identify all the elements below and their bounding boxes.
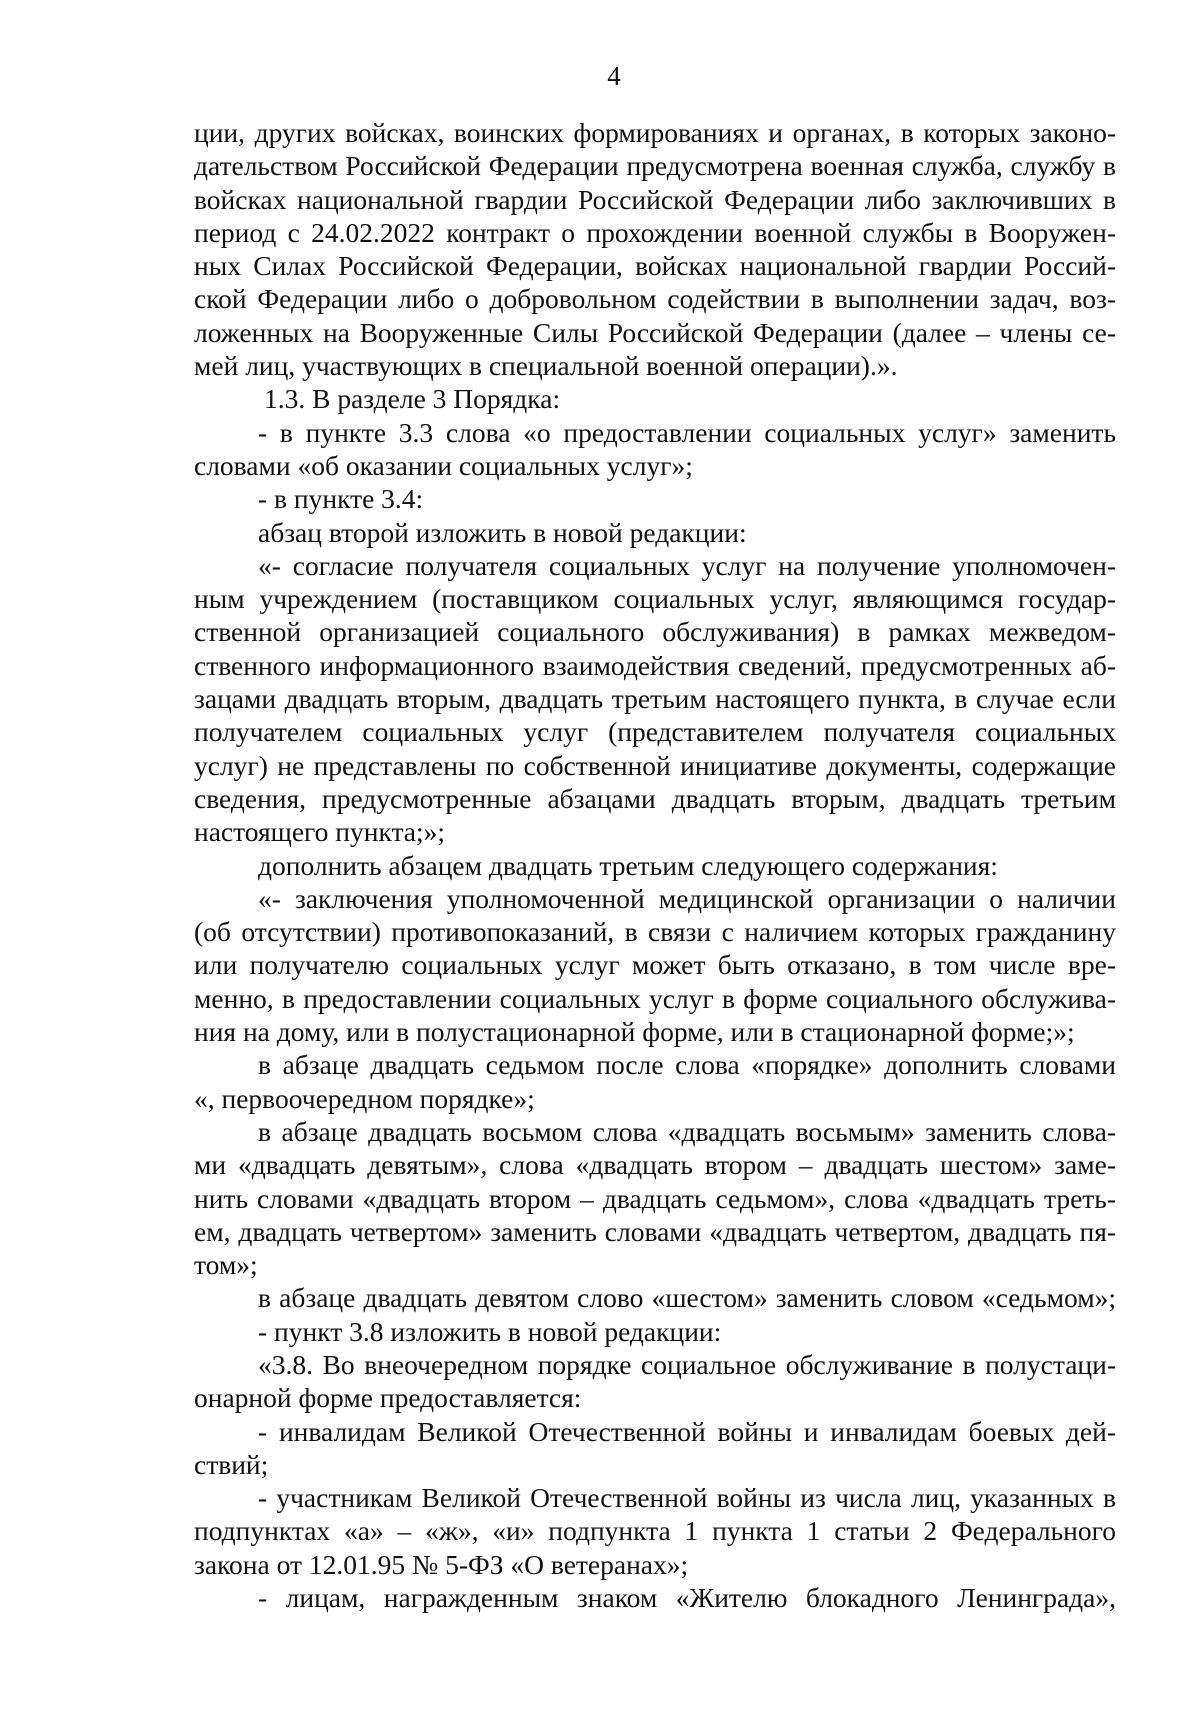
text-line: - участникам Великой Отечественной войны из числа лиц, указанных в (258, 1482, 1116, 1514)
document-body (194, 116, 1116, 1614)
text-line: настоящего пункта;»; (194, 816, 446, 848)
text-line: услуг) не представлены по собственной инициативе документы, содержащие (194, 749, 1116, 781)
text-line: ем, двадцать четвертом» заменить словами «двадцать четвертом, двадцать пя- (194, 1215, 1116, 1247)
text-line: зацами двадцать вторым, двадцать третьим настоящего пункта, в случае если (194, 683, 1116, 715)
text-line: закона от 12.01.95 № 5-ФЗ «О ветеранах»; (194, 1548, 689, 1580)
text-line: в абзаце двадцать восьмом слова «двадцать восьмым» заменить слова- (258, 1115, 1116, 1147)
text-line: в абзаце двадцать девятом слово «шестом» заменить словом «седьмом»; (258, 1282, 1116, 1314)
page-number: 4 (607, 61, 621, 91)
text-line: ми «двадцать девятым», слова «двадцать втором – двадцать шестом» заме- (194, 1149, 1116, 1181)
text-line: период с 24.02.2022 контракт о прохождении военной службы в Вооружен- (194, 216, 1116, 248)
text-line: словами «об оказании социальных услуг»; (194, 449, 693, 481)
text-line: - инвалидам Великой Отечественной войны и инвалидам боевых дей- (258, 1415, 1116, 1447)
text-line: (об отсутствии) противопоказаний, в связи с наличием которых гражданину (194, 916, 1116, 948)
text-line: сведения, предусмотренные абзацами двадцать вторым, двадцать третьим (194, 782, 1116, 814)
text-line: «- заключения уполномоченной медицинской организации о наличии (258, 882, 1116, 914)
section-heading: 1.3. В разделе 3 Порядка: (264, 383, 561, 415)
text-line: ственной организацией социального обслуживания) в рамках межведом- (194, 616, 1116, 648)
text-line: дательством Российской Федерации предусмотрена военная служба, службу в (194, 150, 1116, 182)
text-line: мей лиц, участвующих в специальной военной операции).». (194, 350, 898, 382)
text-line: нить словами «двадцать втором – двадцать седьмом», слова «двадцать треть- (194, 1182, 1116, 1214)
text-line: ствий; (194, 1448, 269, 1480)
text-line: том»; (194, 1249, 258, 1281)
text-line: «, первоочередном порядке»; (194, 1082, 535, 1114)
text-line: подпунктах «а» – «ж», «и» подпункта 1 пункта 1 статьи 2 Федерального (194, 1515, 1116, 1547)
text-line: в абзаце двадцать седьмом после слова «порядке» дополнить словами (258, 1049, 1116, 1081)
text-line: «3.8. Во внеочередном порядке социальное обслуживание в полустаци- (258, 1348, 1116, 1380)
text-line: дополнить абзацем двадцать третьим следующего содержания: (258, 849, 998, 881)
text-line: ственного информационного взаимодействия сведений, предусмотренных аб- (194, 649, 1116, 681)
text-line: войсках национальной гвардии Российской Федерации либо заключивших в (194, 183, 1116, 215)
text-line: ния на дому, или в полустационарной форме, или в стационарной форме;»; (194, 1016, 1075, 1048)
text-line: - в пункте 3.4: (258, 483, 424, 515)
text-line: - пункт 3.8 изложить в новой редакции: (258, 1315, 722, 1347)
text-line: ным учреждением (поставщиком социальных услуг, являющимся государ- (194, 583, 1116, 615)
text-line: онарной форме предоставляется: (194, 1382, 582, 1414)
text-line: ложенных на Вооруженные Силы Российской Федерации (далее – члены се- (194, 316, 1116, 348)
text-line: ской Федерации либо о добровольном содействии в выполнении задач, воз- (194, 283, 1116, 315)
text-line: ции, других войсках, воинских формированиях и органах, в которых законо- (194, 117, 1116, 148)
text-line: - в пункте 3.3 слова «о предоставлении социальных услуг» заменить (258, 416, 1116, 448)
text-line: «- согласие получателя социальных услуг на получение уполномочен- (258, 549, 1116, 581)
text-line: менно, в предоставлении социальных услуг в форме социального обслужива- (194, 982, 1116, 1014)
text-line: получателем социальных услуг (представителем получателя социальных (194, 716, 1116, 748)
text-line: ных Силах Российской Федерации, войсках национальной гвардии Россий- (194, 250, 1116, 282)
text-line: или получателю социальных услуг может быть отказано, в том числе вре- (194, 949, 1116, 981)
text-line: абзац второй изложить в новой редакции: (258, 516, 747, 548)
text-line: - лицам, награжденным знаком «Жителю блокадного Ленинграда», (258, 1582, 1116, 1614)
